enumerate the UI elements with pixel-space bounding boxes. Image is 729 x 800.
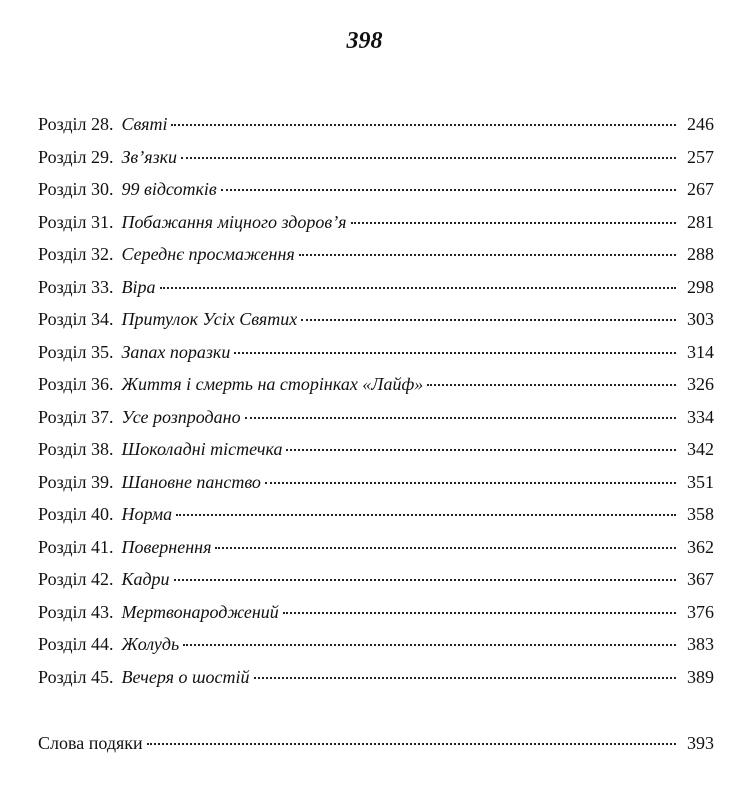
dot-leader [254,677,676,679]
chapter-number: Розділ 33. [38,276,114,297]
dot-leader [245,417,676,419]
chapter-number: Розділ 39. [38,471,114,492]
chapter-page-number: 389 [687,666,714,687]
chapter-number: Розділ 40. [38,504,114,524]
chapter-title: Запах поразки [121,341,231,362]
chapter-page-number: 314 [687,341,714,362]
toc-row-chapter-33 [38,271,714,304]
dot-leader [181,157,676,159]
toc-row-chapter-35 [38,336,714,369]
dot-leader [351,222,676,224]
chapter-page-number: 383 [687,634,714,654]
dot-leader [160,287,677,289]
chapter-page-number: 367 [687,569,714,589]
chapter-title: Норма [121,504,173,524]
dot-leader [265,482,676,484]
chapter-title: Побажання міцного здоров’я [121,211,347,232]
table-of-contents [38,108,714,693]
chapter-number: Розділ 32. [38,244,114,264]
chapter-page-number: 342 [687,439,714,459]
chapter-number: Розділ 36. [38,374,114,394]
chapter-title: Життя і смерть на сторінках «Лайф» [121,374,424,394]
toc-row-chapter-43 [38,596,714,629]
chapter-page-number: 288 [687,244,714,264]
toc-row-chapter-31 [38,206,714,239]
dot-leader [221,189,676,191]
chapter-number: Розділ 34. [38,309,114,329]
chapter-title: Усе розпродано [121,406,241,427]
chapter-page-number: 267 [687,179,714,199]
chapter-title: Жолудь [121,634,180,654]
toc-row-chapter-29 [38,141,714,174]
chapter-number: Розділ 38. [38,439,114,459]
toc-row-chapter-36 [38,368,714,401]
toc-row-chapter-44 [38,628,714,661]
chapter-number: Розділ 28. [38,114,114,134]
toc-row-chapter-39 [38,466,714,499]
page-number: 398 [346,28,383,54]
chapter-page-number: 257 [687,146,714,167]
chapter-page-number: 281 [687,211,714,232]
dot-leader [283,612,676,614]
chapter-number: Розділ 30. [38,179,114,199]
toc-row-chapter-34 [38,303,714,336]
chapter-number: Розділ 45. [38,666,114,687]
chapter-page-number: 351 [687,471,714,492]
chapter-title: Кадри [121,569,170,589]
chapter-title: Шоколадні тістечка [121,439,283,459]
dot-leader [215,547,676,549]
dot-leader [183,644,676,646]
chapter-number: Розділ 44. [38,634,114,654]
dot-leader [299,254,676,256]
chapter-number: Розділ 37. [38,406,114,427]
chapter-page-number: 246 [687,114,714,134]
chapter-title: Віра [121,276,156,297]
dot-leader [427,384,676,386]
toc-row-chapter-40 [38,498,714,531]
chapter-page-number: 326 [687,374,714,394]
toc-row-chapter-45 [38,661,714,694]
toc-row-chapter-37 [38,401,714,434]
toc-row-chapter-32 [38,238,714,271]
chapter-number: Розділ 35. [38,341,114,362]
chapter-title: Середнє просмаження [121,244,295,264]
chapter-title: Зв’язки [121,146,178,167]
dot-leader [174,579,676,581]
toc-row-chapter-30 [38,173,714,206]
chapter-title: Мертвонароджений [121,601,279,622]
chapter-title: Повернення [121,536,212,557]
toc-row-chapter-28 [38,108,714,141]
chapter-title: Шановне панство [121,471,261,492]
chapter-page-number: 334 [687,406,714,427]
dot-leader [286,449,676,451]
chapter-title: 99 відсотків [121,179,217,199]
dot-leader [176,514,676,516]
chapter-page-number: 303 [687,309,714,329]
dot-leader [234,352,676,354]
chapter-page-number: 358 [687,504,714,524]
chapter-number: Розділ 43. [38,601,114,622]
chapter-number: Розділ 41. [38,536,114,557]
chapter-number: Розділ 31. [38,211,114,232]
chapter-title: Вечеря о шостій [121,666,250,687]
acknowledgements-page-number: 393 [687,733,714,753]
chapter-page-number: 298 [687,276,714,297]
chapter-title: Святі [121,114,168,134]
acknowledgements-title: Слова подяки [38,733,143,753]
toc-row-chapter-38 [38,433,714,466]
toc-row-chapter-41 [38,531,714,564]
dot-leader [171,124,676,126]
chapter-number: Розділ 42. [38,569,114,589]
chapter-title: Притулок Усіх Святих [121,309,298,329]
toc-row-acknowledgements [38,727,714,759]
chapter-number: Розділ 29. [38,146,114,167]
chapter-page-number: 376 [687,601,714,622]
chapter-page-number: 362 [687,536,714,557]
dot-leader [147,743,676,745]
toc-row-chapter-42 [38,563,714,596]
dot-leader [301,319,676,321]
